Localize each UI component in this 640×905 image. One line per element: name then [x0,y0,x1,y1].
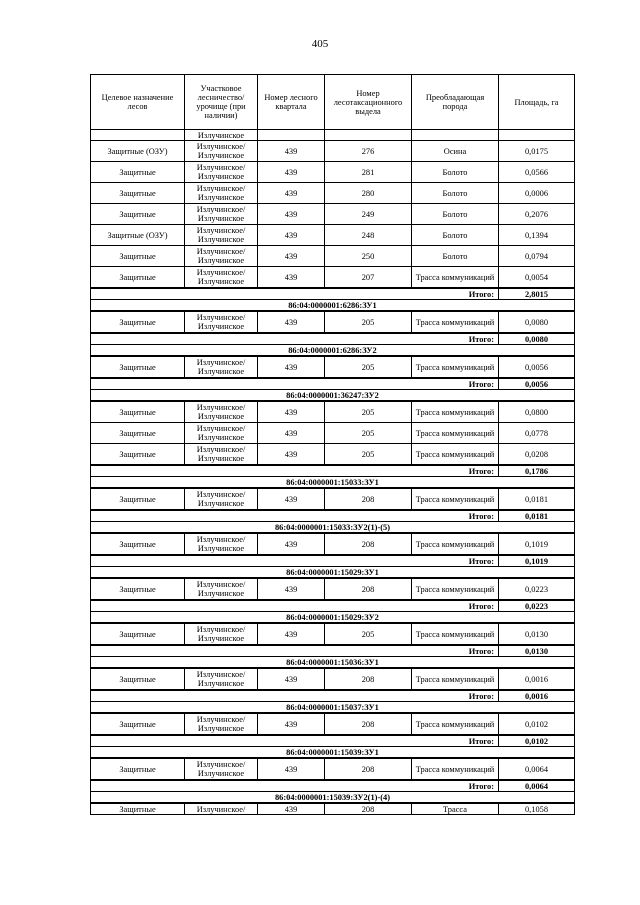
cell-forestry: Излучинское/ Излучинское [185,225,258,246]
cell-forestry: Излучинское/ [185,803,258,815]
total-value: 0,0064 [499,780,575,792]
cell-purpose: Защитные [91,623,185,645]
cell-purpose: Защитные [91,533,185,555]
cell-forestry: Излучинское/ Излучинское [185,668,258,690]
cell-forestry: Излучинское/ Излучинское [185,488,258,510]
table-row [91,444,575,466]
cadastral-number: 86:04:0000001:15029:ЗУ2 [91,612,575,624]
group-header-row [91,702,575,714]
cell-purpose: Защитные [91,803,185,815]
group-header-row [91,657,575,669]
cell-area [499,130,575,141]
cell-species: Трасса коммуникаций [412,401,499,423]
cell-purpose: Защитные [91,578,185,600]
cell-purpose: Защитные [91,444,185,466]
table-row [91,578,575,600]
cell-area: 0,0794 [499,246,575,267]
cell-species: Трасса коммуникаций [412,444,499,466]
cell-species: Трасса коммуникаций [412,311,499,333]
header-purpose: Целевое назначение лесов [91,75,185,130]
cell-quarter: 439 [258,713,325,735]
cell-purpose: Защитные [91,488,185,510]
cell-forestry: Излучинское/ Излучинское [185,423,258,444]
table-row [91,533,575,555]
cell-forestry: Излучинское/ Излучинское [185,356,258,378]
page-number: 405 [311,38,329,50]
cell-forestry: Излучинское/ Излучинское [185,578,258,600]
cell-allotment: 205 [325,623,412,645]
cell-quarter: 439 [258,141,325,162]
table-body [91,130,575,815]
cell-forestry: Излучинское [185,130,258,141]
group-header-row [91,345,575,357]
total-row [91,645,575,657]
cell-forestry: Излучинское/ Излучинское [185,401,258,423]
group-header-row [91,567,575,579]
cell-purpose: Защитные [91,401,185,423]
cell-area: 0,0223 [499,578,575,600]
table-row [91,401,575,423]
cell-area: 0,0102 [499,713,575,735]
cell-forestry: Излучинское/ Излучинское [185,141,258,162]
cell-species: Трасса коммуникаций [412,423,499,444]
total-label: Итого: [91,465,499,477]
cell-quarter: 439 [258,623,325,645]
cell-area: 0,1019 [499,533,575,555]
total-value: 2,8015 [499,288,575,300]
cell-area: 0,0006 [499,183,575,204]
cell-quarter: 439 [258,311,325,333]
total-row [91,378,575,390]
cell-quarter: 439 [258,533,325,555]
cell-purpose: Защитные [91,162,185,183]
cell-area: 0,1058 [499,803,575,815]
cell-forestry: Излучинское/ Излучинское [185,444,258,466]
cell-purpose: Защитные [91,246,185,267]
total-label: Итого: [91,645,499,657]
cell-species: Осина [412,141,499,162]
cell-allotment: 207 [325,267,412,289]
cell-species: Трасса коммуникаций [412,356,499,378]
table-row [91,668,575,690]
cell-quarter: 439 [258,668,325,690]
cell-area: 0,0800 [499,401,575,423]
cell-area: 0,1394 [499,225,575,246]
cell-quarter: 439 [258,758,325,780]
cell-forestry: Излучинское/ Излучинское [185,533,258,555]
cell-allotment: 281 [325,162,412,183]
group-header-row [91,522,575,534]
total-value: 0,0080 [499,333,575,345]
header-species: Преобладающая порода [412,75,499,130]
cadastral-number: 86:04:0000001:15029:ЗУ1 [91,567,575,579]
cell-allotment: 205 [325,401,412,423]
cell-forestry: Излучинское/ Излучинское [185,713,258,735]
cell-species: Трасса коммуникаций [412,668,499,690]
cell-allotment: 248 [325,225,412,246]
total-value: 0,0223 [499,600,575,612]
cell-area: 0,2076 [499,204,575,225]
cell-allotment: 205 [325,356,412,378]
table-row [91,204,575,225]
cell-species: Трасса коммуникаций [412,267,499,289]
cell-species: Болото [412,246,499,267]
cell-area: 0,0064 [499,758,575,780]
cell-purpose: Защитные [91,204,185,225]
cell-area: 0,0056 [499,356,575,378]
cadastral-number: 86:04:0000001:15036:ЗУ1 [91,657,575,669]
cell-quarter [258,130,325,141]
cell-species: Трасса коммуникаций [412,758,499,780]
cell-area: 0,0778 [499,423,575,444]
cell-species: Трасса коммуникаций [412,488,499,510]
cell-area: 0,0566 [499,162,575,183]
cell-quarter: 439 [258,183,325,204]
cell-species: Болото [412,162,499,183]
total-row [91,333,575,345]
cell-area: 0,0016 [499,668,575,690]
cell-species: Болото [412,225,499,246]
header-area: Площадь, га [499,75,575,130]
total-label: Итого: [91,555,499,567]
cell-forestry: Излучинское/ Излучинское [185,246,258,267]
cell-purpose: Защитные [91,668,185,690]
group-header-row [91,792,575,804]
total-row [91,600,575,612]
cell-species: Болото [412,204,499,225]
total-row [91,780,575,792]
cell-allotment: 208 [325,713,412,735]
cell-species: Трасса коммуникаций [412,713,499,735]
table-row [91,423,575,444]
table-row [91,623,575,645]
cell-quarter: 439 [258,162,325,183]
cell-allotment: 205 [325,444,412,466]
cell-quarter: 439 [258,444,325,466]
cadastral-number: 86:04:0000001:6286:ЗУ2 [91,345,575,357]
total-value: 0,0130 [499,645,575,657]
cell-allotment: 249 [325,204,412,225]
total-row [91,510,575,522]
group-header-row [91,477,575,489]
total-row [91,690,575,702]
cell-quarter: 439 [258,423,325,444]
cell-allotment: 208 [325,488,412,510]
cell-species: Трасса [412,803,499,815]
header-quarter: Номер лесного квартала [258,75,325,130]
cell-purpose: Защитные [91,311,185,333]
forest-area-table [90,74,575,815]
cell-allotment: 208 [325,668,412,690]
cell-purpose: Защитные [91,713,185,735]
cell-purpose [91,130,185,141]
table-row [91,311,575,333]
cell-purpose: Защитные [91,267,185,289]
table-row [91,356,575,378]
cell-purpose: Защитные (ОЗУ) [91,225,185,246]
cell-quarter: 439 [258,578,325,600]
total-label: Итого: [91,735,499,747]
cell-species: Трасса коммуникаций [412,578,499,600]
cadastral-number: 86:04:0000001:15039:ЗУ1 [91,747,575,759]
cell-forestry: Излучинское/ Излучинское [185,267,258,289]
total-row [91,555,575,567]
group-header-row [91,390,575,402]
cadastral-number: 86:04:0000001:36247:ЗУ2 [91,390,575,402]
cell-quarter: 439 [258,204,325,225]
total-label: Итого: [91,780,499,792]
cell-species [412,130,499,141]
cell-forestry: Излучинское/ Излучинское [185,311,258,333]
cell-area: 0,0054 [499,267,575,289]
total-row [91,288,575,300]
cell-purpose: Защитные [91,183,185,204]
cadastral-number: 86:04:0000001:15033:ЗУ2(1)-(5) [91,522,575,534]
table-row [91,803,575,815]
cell-allotment: 208 [325,803,412,815]
table-row [91,130,575,141]
table-row [91,246,575,267]
cadastral-number: 86:04:0000001:6286:ЗУ1 [91,300,575,312]
cell-allotment: 280 [325,183,412,204]
cell-area: 0,0175 [499,141,575,162]
cell-area: 0,0080 [499,311,575,333]
cell-quarter: 439 [258,225,325,246]
table-row [91,267,575,289]
group-header-row [91,300,575,312]
cell-quarter: 439 [258,246,325,267]
cell-forestry: Излучинское/ Излучинское [185,623,258,645]
cell-forestry: Излучинское/ Излучинское [185,183,258,204]
cell-allotment: 208 [325,578,412,600]
cell-quarter: 439 [258,356,325,378]
total-value: 0,0181 [499,510,575,522]
table-row [91,488,575,510]
cell-allotment: 276 [325,141,412,162]
cell-purpose: Защитные [91,356,185,378]
total-label: Итого: [91,378,499,390]
group-header-row [91,747,575,759]
total-value: 0,1019 [499,555,575,567]
cell-purpose: Защитные [91,423,185,444]
header-allotment: Номер лесотаксационного выдела [325,75,412,130]
table-row [91,141,575,162]
cell-allotment: 208 [325,533,412,555]
cadastral-number: 86:04:0000001:15039:ЗУ2(1)-(4) [91,792,575,804]
cell-species: Трасса коммуникаций [412,623,499,645]
cell-purpose: Защитные [91,758,185,780]
total-label: Итого: [91,510,499,522]
total-label: Итого: [91,333,499,345]
cell-forestry: Излучинское/ Излучинское [185,204,258,225]
table-row [91,225,575,246]
cell-area: 0,0130 [499,623,575,645]
cell-quarter: 439 [258,488,325,510]
cell-area: 0,0181 [499,488,575,510]
total-row [91,735,575,747]
total-row [91,465,575,477]
table-row [91,758,575,780]
cell-allotment: 250 [325,246,412,267]
cell-allotment [325,130,412,141]
header-forestry: Участковое лесничество/ урочище (при наличии) [185,75,258,130]
cadastral-number: 86:04:0000001:15037:ЗУ1 [91,702,575,714]
cell-purpose: Защитные (ОЗУ) [91,141,185,162]
cell-forestry: Излучинское/ Излучинское [185,758,258,780]
total-value: 0,0102 [499,735,575,747]
cell-allotment: 208 [325,758,412,780]
table-row [91,713,575,735]
group-header-row [91,612,575,624]
cell-forestry: Излучинское/ Излучинское [185,162,258,183]
cell-quarter: 439 [258,267,325,289]
cadastral-number: 86:04:0000001:15033:ЗУ1 [91,477,575,489]
cell-allotment: 205 [325,311,412,333]
total-label: Итого: [91,600,499,612]
total-label: Итого: [91,288,499,300]
table-row [91,162,575,183]
table-header-row [91,75,575,130]
total-value: 0,1786 [499,465,575,477]
total-value: 0,0016 [499,690,575,702]
cell-area: 0,0208 [499,444,575,466]
cell-quarter: 439 [258,803,325,815]
total-label: Итого: [91,690,499,702]
cell-species: Болото [412,183,499,204]
total-value: 0,0056 [499,378,575,390]
cell-quarter: 439 [258,401,325,423]
table-row [91,183,575,204]
cell-species: Трасса коммуникаций [412,533,499,555]
cell-allotment: 205 [325,423,412,444]
